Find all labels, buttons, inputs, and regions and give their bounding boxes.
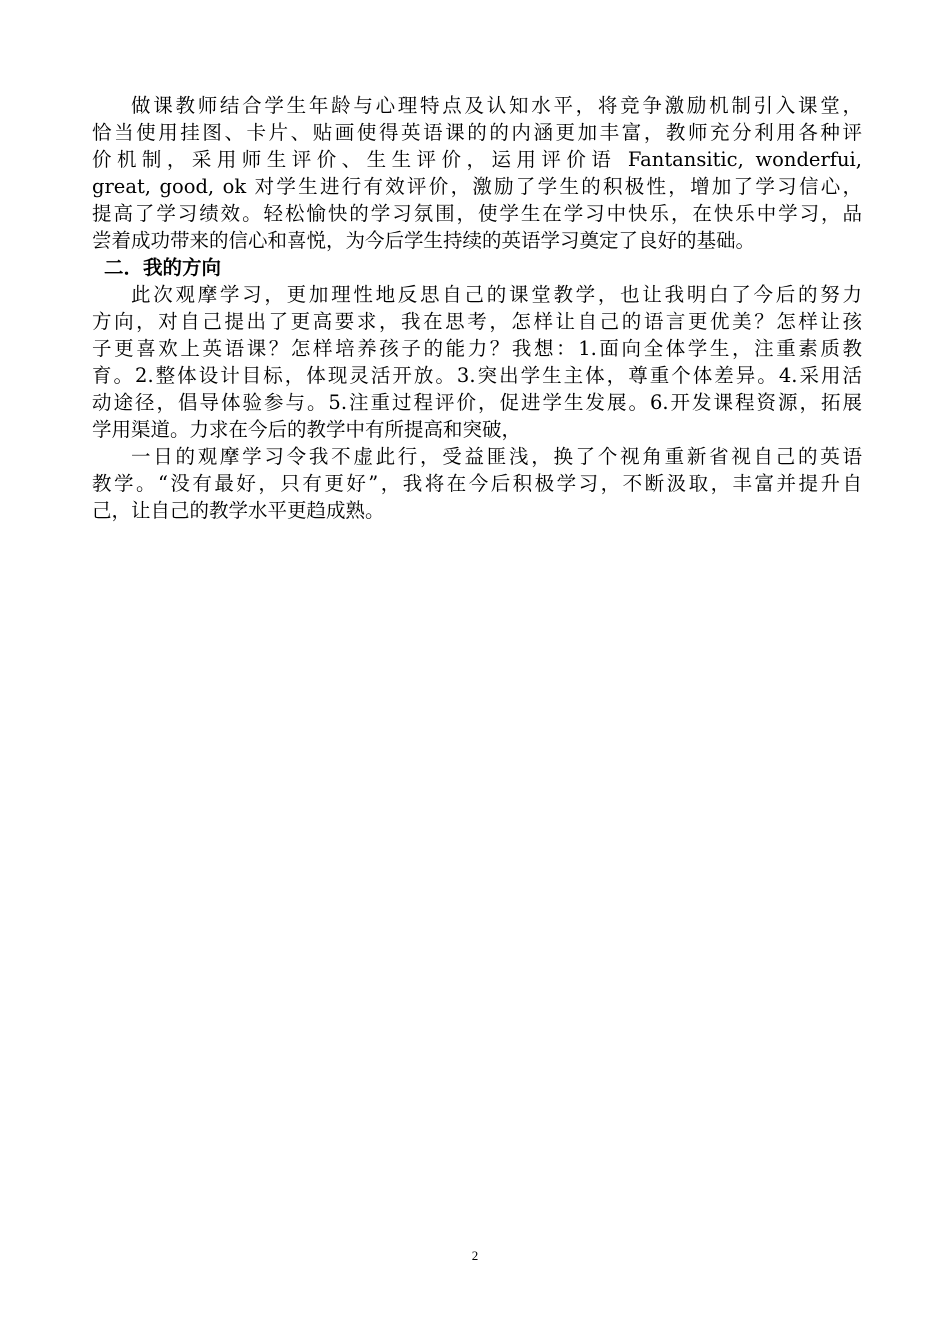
document-body: [92, 92, 862, 524]
paragraph-evaluation: [92, 92, 862, 254]
text-line: 子更喜欢上英语课？怎样培养孩子的能力？我想：1.面向全体学生，注重素质教: [92, 337, 862, 360]
text-line: great, good, ok 对学生进行有效评价，激励了学生的积极性，增加了学习信心，: [92, 175, 862, 198]
page-number: 2: [471, 1248, 479, 1263]
text-line: 尝着成功带来的信心和喜悦，为今后学生持续的英语学习奠定了良好的基础。: [92, 229, 756, 252]
paragraph-conclusion: [92, 443, 862, 524]
text-line: 一日的观摩学习令我不虚此行，受益匪浅，换了个视角重新省视自己的英语: [131, 445, 862, 468]
paragraph-direction: [92, 281, 862, 443]
text-line: 提高了学习绩效。轻松愉快的学习氛围，使学生在学习中快乐，在快乐中学习，品: [92, 202, 862, 225]
text-line: 动途径，倡导体验参与。5.注重过程评价，促进学生发展。6.开发课程资源，拓展: [92, 391, 862, 414]
text-line: 育。2.整体设计目标，体现灵活开放。3.突出学生主体，尊重个体差异。4.采用活: [92, 364, 862, 387]
text-line: 恰当使用挂图、卡片、贴画使得英语课的的内涵更加丰富，教师充分利用各种评: [92, 121, 862, 144]
text-line: 方向，对自己提出了更高要求，我在思考，怎样让自己的语言更优美？怎样让孩: [92, 310, 862, 333]
text-line: 学用渠道。力求在今后的教学中有所提高和突破，: [92, 418, 522, 441]
text-line: 价机制，采用师生评价、生生评价，运用评价语 Fantansitic, wonderfui,: [92, 148, 862, 171]
text-line: 教学。“没有最好，只有更好”，我将在今后积极学习，不断汲取，丰富并提升自: [92, 472, 862, 495]
text-line: 此次观摩学习，更加理性地反思自己的课堂教学，也让我明白了今后的努力: [131, 283, 862, 306]
text-line: 做课教师结合学生年龄与心理特点及认知水平，将竞争激励机制引入课堂，: [131, 94, 862, 117]
section-heading: 二．我的方向: [104, 256, 222, 279]
text-line: 己，让自己的教学水平更趋成熟。: [92, 499, 385, 522]
